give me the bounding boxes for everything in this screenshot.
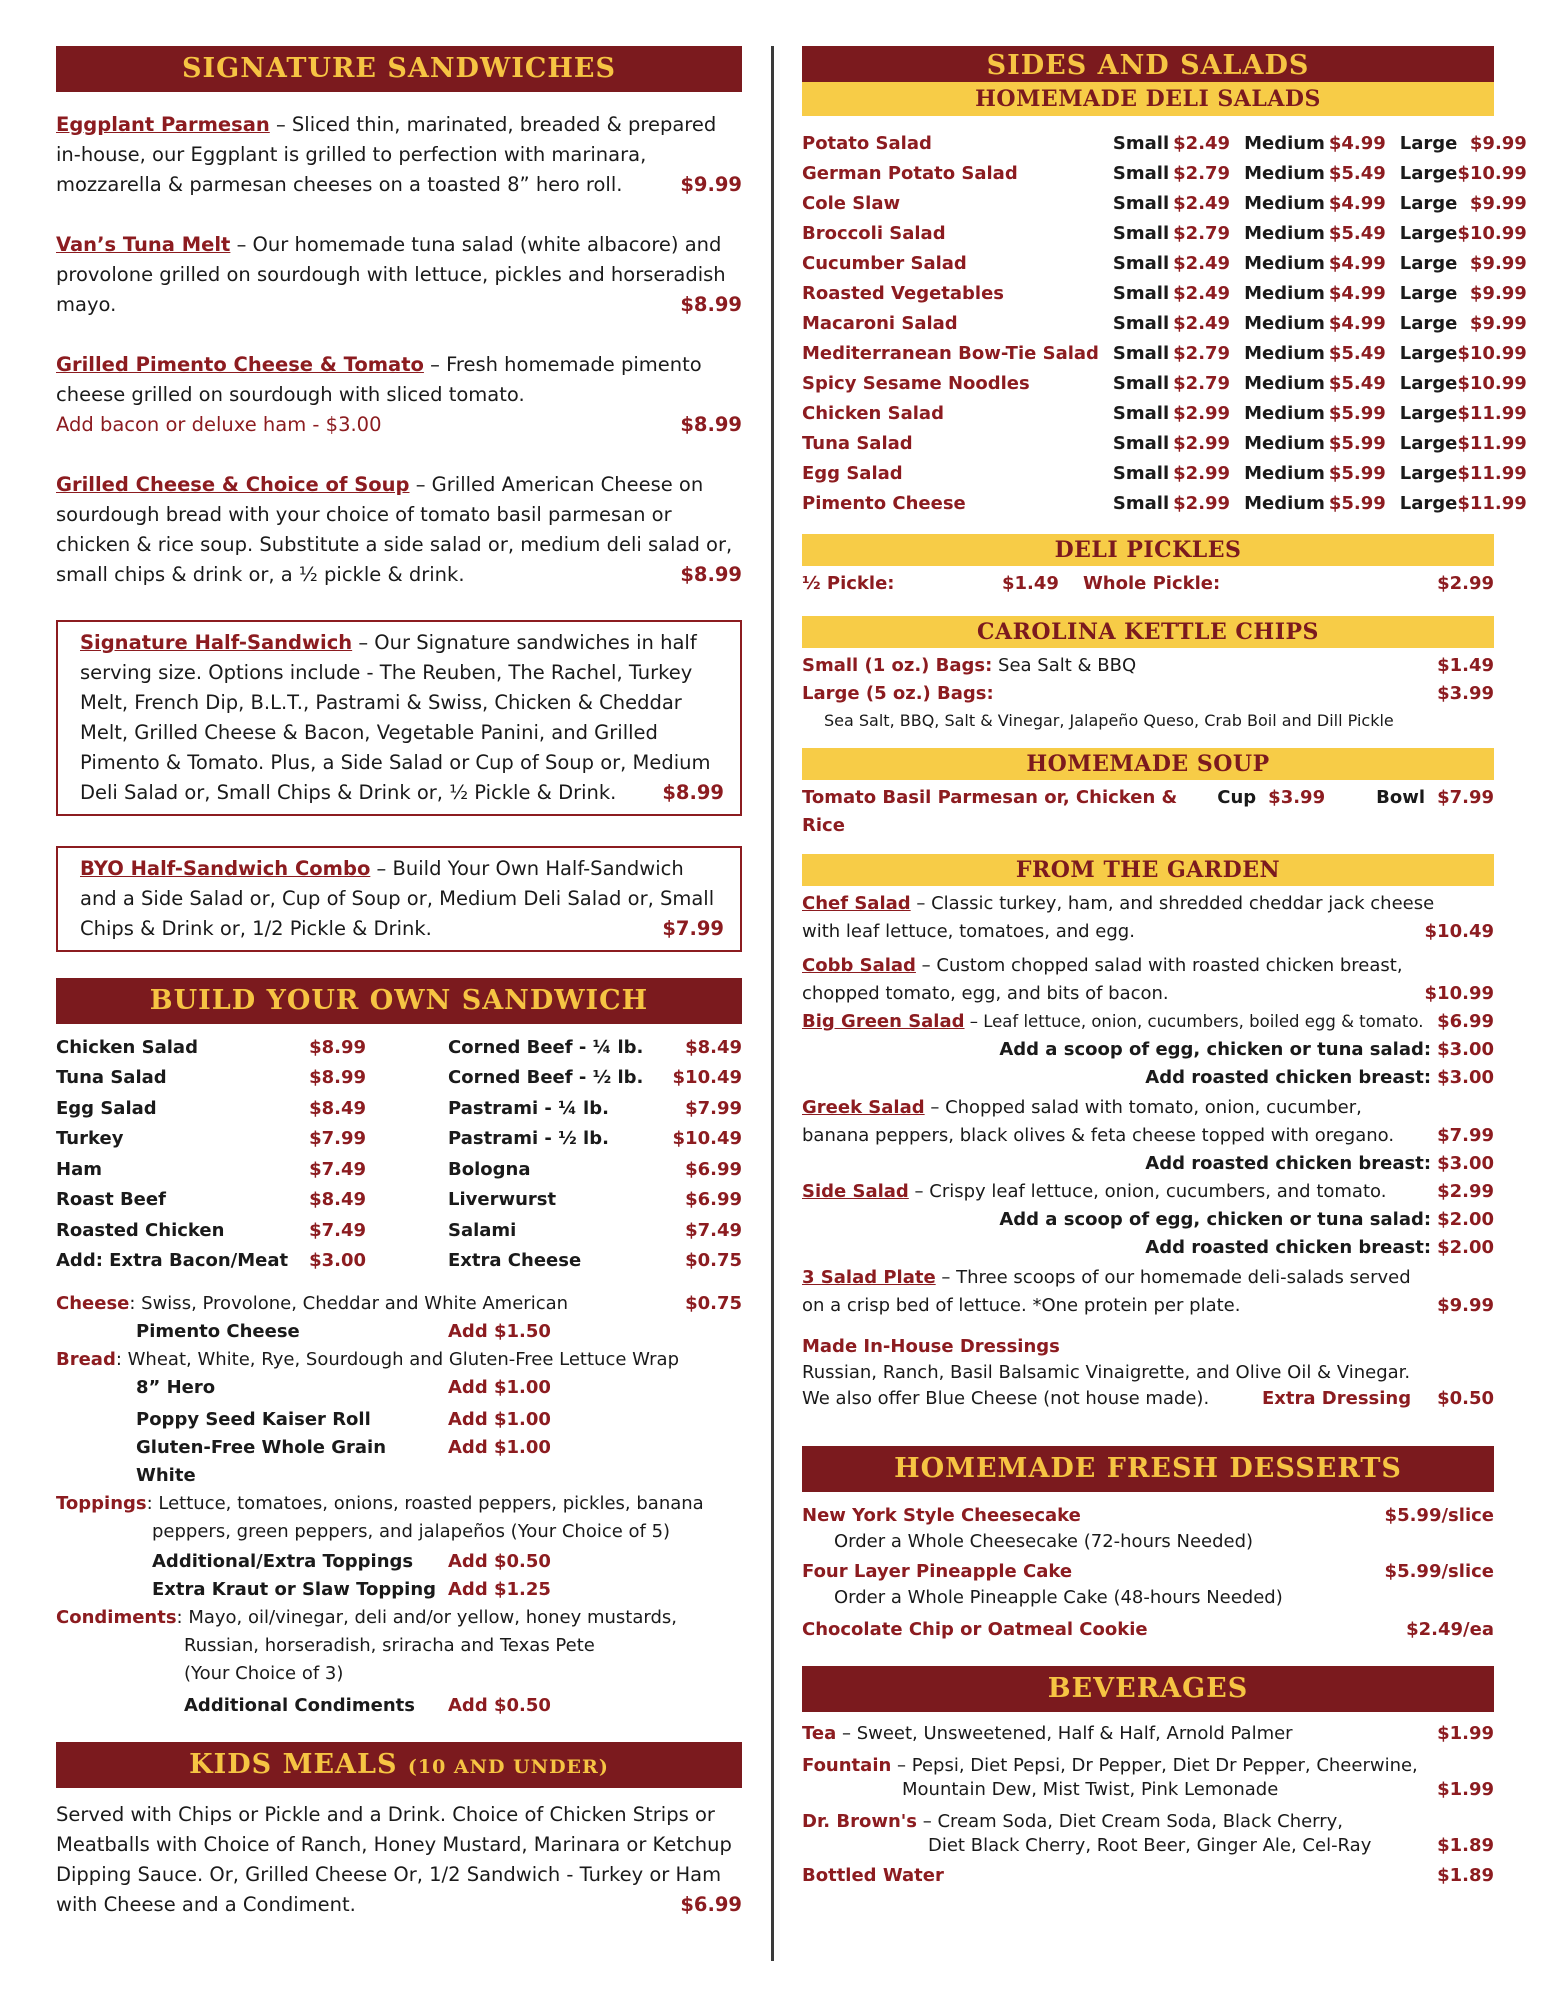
hero-row: 8” Hero Add $1.00 bbox=[136, 1377, 551, 1398]
toppings-row-2: peppers, green peppers, and jalapeños (Your Choice of 5) bbox=[152, 1521, 671, 1542]
table-row: German Potato Salad Small $2.79 Medium $5.49 Large $10.99 bbox=[802, 162, 1527, 184]
item-price: $7.99 bbox=[662, 917, 724, 940]
table-row: Potato Salad Small $2.49 Medium $4.99 Large $9.99 bbox=[802, 132, 1527, 154]
table-row: Turkey $7.99 Pastrami - ½ lb. $10.49 bbox=[56, 1128, 742, 1150]
item-price: $8.99 bbox=[680, 563, 742, 586]
table-row: Egg Salad $8.49 Pastrami - ¼ lb. $7.99 bbox=[56, 1097, 742, 1119]
table-row: Chicken Salad Small $2.99 Medium $5.99 Large $11.99 bbox=[802, 402, 1527, 424]
kaiser-row: Poppy Seed Kaiser Roll Add $1.00 bbox=[136, 1409, 551, 1430]
pimento-item bbox=[56, 350, 742, 440]
bread-row: Bread: Wheat, White, Rye, Sourdough and Gluten-Free Lettuce Wrap bbox=[56, 1349, 679, 1370]
extra-toppings-row: Additional/Extra Toppings Add $0.50 bbox=[152, 1551, 551, 1572]
chips-large-row: Large (5 oz.) Bags: $3.99 bbox=[802, 683, 1494, 704]
table-row: Roast Beef $8.49 Liverwurst $6.99 bbox=[56, 1189, 742, 1211]
condiments-row-2: Russian, horseradish, sriracha and Texas Pete bbox=[184, 1635, 595, 1656]
build-table bbox=[56, 1032, 742, 1276]
deli-salads-subheader: HOMEMADE DELI SALADS bbox=[802, 82, 1494, 116]
item-name[interactable]: Eggplant Parmesan bbox=[56, 113, 270, 136]
item-desc: – Build Your Own Half-Sandwich and a Side Salad or, Cup of Soup or, Medium Deli Salad or, Small Chips & Drink or, 1/2 Pickle & Drink. bbox=[80, 857, 715, 940]
table-row: Egg Salad Small $2.99 Medium $5.99 Large $11.99 bbox=[802, 462, 1527, 484]
signature-header: SIGNATURE SANDWICHES bbox=[56, 46, 742, 92]
byo-combo-box bbox=[56, 846, 742, 952]
deli-salads-table bbox=[802, 128, 1527, 518]
item-name[interactable]: BYO Half-Sandwich Combo bbox=[80, 857, 371, 880]
pickles-header: DELI PICKLES bbox=[802, 534, 1494, 566]
beverages-list: Tea – Sweet, Unsweetened, Half & Half, Arnold Palmer $1.99 Fountain – Pepsi, Diet Pepsi, Dr Pepper, Diet Dr Pepper, Cheerwine, Mountain Dew, Mist Twist, Pink Lemonade $1.99 Dr. Brown's – Cream Soda, Diet Cream Soda, Black Cherry, Diet Black Cherry, Root Beer, Ginger Ale, Cel-Ray $1.89 Bottled Water $1.89 bbox=[802, 1723, 1494, 1886]
half-sandwich-box bbox=[56, 620, 742, 816]
item-price: $8.99 bbox=[662, 781, 724, 804]
table-row: Tuna Salad Small $2.99 Medium $5.99 Large $11.99 bbox=[802, 432, 1527, 454]
pimento-row: Pimento Cheese Add $1.50 bbox=[136, 1321, 551, 1342]
table-row: Add: Extra Bacon/Meat $3.00 Extra Cheese $0.75 bbox=[56, 1250, 742, 1272]
table-row: Broccoli Salad Small $2.79 Medium $5.49 Large $10.99 bbox=[802, 222, 1527, 244]
item-name[interactable]: Signature Half-Sandwich bbox=[80, 631, 353, 654]
table-row: Roasted Chicken $7.49 Salami $7.49 bbox=[56, 1219, 742, 1241]
kids-text: Served with Chips or Pickle and a Drink. Choice of Chicken Strips or Meatballs with Choice of Ranch, Honey Mustard, Marinara or Ketchup Dipping Sauce. Or, Grilled Cheese Or, 1/2 Sandwich - Turkey or Ham with Cheese and a Condiment. $6.99 bbox=[56, 1800, 742, 1920]
chips-header: CAROLINA KETTLE CHIPS bbox=[802, 616, 1494, 648]
side-salad: Side Salad – Crispy leaf lettuce, onion, cucumbers, and tomato. $2.99 Add a scoop of egg, chicken or tuna salad: $2.00 Add roasted chicken breast: $2.00 bbox=[802, 1181, 1494, 1258]
item-desc: – Our homemade tuna salad (white albacore) and provolone grilled on sourdough with lettuce, pickles and horseradish mayo. bbox=[56, 233, 726, 316]
salad-plate: 3 Salad Plate – Three scoops of our homemade deli-salads served on a crisp bed of lettuce. *One protein per plate. $9.99 bbox=[802, 1267, 1494, 1316]
item-price: $9.99 bbox=[680, 173, 742, 196]
table-row: Spicy Sesame Noodles Small $2.79 Medium $5.49 Large $10.99 bbox=[802, 372, 1527, 394]
left-column bbox=[56, 46, 742, 1920]
desserts-list: New York Style Cheesecake $5.99/slice Order a Whole Cheesecake (72-hours Needed) Four Layer Pineapple Cake $5.99/slice Order a Whole Pineapple Cake (48-hours Needed) Chocolate Chip or Oatmeal Cookie $2.49/ea bbox=[802, 1505, 1494, 1640]
item-desc: – Fresh homemade pimento cheese grilled on sourdough with sliced tomato. bbox=[56, 353, 702, 406]
table-row: Tuna Salad $8.99 Corned Beef - ½ lb. $10.49 bbox=[56, 1067, 742, 1089]
table-row: Cole Slaw Small $2.49 Medium $4.99 Large $9.99 bbox=[802, 192, 1527, 214]
soup-row: Tomato Basil Parmesan or, Chicken & Rice Cup $3.99 Bowl $7.99 bbox=[802, 787, 1494, 836]
right-column bbox=[802, 46, 1527, 1890]
add-condiments-row: Additional Condiments Add $0.50 bbox=[184, 1695, 551, 1716]
build-options bbox=[56, 1290, 742, 1720]
kraut-row: Extra Kraut or Slaw Topping Add $1.25 bbox=[152, 1579, 551, 1600]
desserts-header: HOMEMADE FRESH DESSERTS bbox=[802, 1446, 1494, 1492]
dressings: Made In-House Dressings Russian, Ranch, Basil Balsamic Vinaigrette, and Olive Oil & Vinegar. We also offer Blue Cheese (not house made). Extra Dressing $0.50 bbox=[802, 1336, 1494, 1409]
greek-salad: Greek Salad – Chopped salad with tomato, onion, cucumber, banana peppers, black olives & feta cheese topped with oregano. $7.99 Add roasted chicken breast: $3.00 bbox=[802, 1097, 1494, 1174]
soup-header: HOMEMADE SOUP bbox=[802, 748, 1494, 780]
kids-price: $6.99 bbox=[680, 1893, 742, 1916]
chips-small-row: Small (1 oz.) Bags: Sea Salt & BBQ $1.49 bbox=[802, 655, 1494, 676]
table-row: Macaroni Salad Small $2.49 Medium $4.99 Large $9.99 bbox=[802, 312, 1527, 334]
big-green-salad: Big Green Salad – Leaf lettuce, onion, cucumbers, boiled egg & tomato. $6.99 Add a scoop of egg, chicken or tuna salad: $3.00 Add roasted chicken breast: $3.00 bbox=[802, 1011, 1494, 1088]
table-row: Chicken Salad $8.99 Corned Beef - ¼ lb. $8.49 bbox=[56, 1036, 742, 1058]
item-desc: – Sliced thin, marinated, breaded & prepared in-house, our Eggplant is grilled to perfection with marinara, mozzarella & parmesan cheeses on a toasted 8” hero roll. bbox=[56, 113, 717, 196]
chips-flavors: Sea Salt, BBQ, Salt & Vinegar, Jalapeño Queso, Crab Boil and Dill Pickle bbox=[824, 711, 1394, 730]
item-price: $8.99 bbox=[680, 413, 742, 436]
build-header: BUILD YOUR OWN SANDWICH bbox=[56, 978, 742, 1024]
item-name[interactable]: Grilled Pimento Cheese & Tomato bbox=[56, 353, 424, 376]
gf-row: Gluten-Free Whole Grain White Add $1.00 bbox=[136, 1437, 551, 1486]
table-row: Roasted Vegetables Small $2.49 Medium $4.99 Large $9.99 bbox=[802, 282, 1527, 304]
condiments-row: Condiments: Mayo, oil/vinegar, deli and/or yellow, honey mustards, bbox=[56, 1607, 678, 1628]
tuna-melt-item bbox=[56, 230, 742, 320]
cheese-row: Cheese: Swiss, Provolone, Cheddar and White American $0.75 bbox=[56, 1293, 742, 1314]
toppings-row: Toppings: Lettuce, tomatoes, onions, roasted peppers, pickles, banana bbox=[56, 1493, 704, 1514]
item-extra: Add bacon or deluxe ham - $3.00 bbox=[56, 413, 382, 436]
item-desc: – Our Signature sandwiches in half serving size. Options include - The Reuben, The Rachel, Turkey Melt, French Dip, B.L.T., Pastrami & Swiss, Chicken & Cheddar Melt, Grilled Cheese & Bacon, Vegetable Panini, and Grilled Pimento & Tomato. Plus, a Side Salad or Cup of Soup or, Medium Deli Salad or, Small Chips & Drink or, ½ Pickle & Drink. bbox=[80, 631, 711, 804]
table-row: Cucumber Salad Small $2.49 Medium $4.99 Large $9.99 bbox=[802, 252, 1527, 274]
garden-header: FROM THE GARDEN bbox=[802, 854, 1494, 886]
pickles-row: ½ Pickle: $1.49 Whole Pickle: $2.99 bbox=[802, 573, 1494, 594]
table-row: Ham $7.49 Bologna $6.99 bbox=[56, 1158, 742, 1180]
item-price: $8.99 bbox=[680, 293, 742, 316]
item-desc: – Grilled American Cheese on sourdough bread with your choice of tomato basil parmesan or chicken & rice soup. Substitute a side salad or, medium deli salad or, small chips & drink or, a ½ pickle & drink. bbox=[56, 473, 733, 586]
kids-header: KIDS MEALS (10 AND UNDER) bbox=[56, 1742, 742, 1788]
item-name[interactable]: Van’s Tuna Melt bbox=[56, 233, 231, 256]
table-row: Pimento Cheese Small $2.99 Medium $5.99 Large $11.99 bbox=[802, 492, 1527, 514]
table-row: Mediterranean Bow-Tie Salad Small $2.79 Medium $5.49 Large $10.99 bbox=[802, 342, 1527, 364]
beverages-header: BEVERAGES bbox=[802, 1666, 1494, 1712]
sides-header: SIDES AND SALADS bbox=[802, 46, 1494, 82]
grilled-cheese-item bbox=[56, 470, 742, 590]
chef-salad: Chef Salad – Classic turkey, ham, and shredded cheddar jack cheese with leaf lettuce, tomatoes, and egg. $10.49 bbox=[802, 893, 1494, 942]
item-name[interactable]: Grilled Cheese & Choice of Soup bbox=[56, 473, 410, 496]
eggplant-item bbox=[56, 110, 742, 200]
condiments-row-3: (Your Choice of 3) bbox=[184, 1663, 344, 1684]
cobb-salad: Cobb Salad – Custom chopped salad with roasted chicken breast, chopped tomato, egg, and bits of bacon. $10.99 bbox=[802, 955, 1494, 1004]
column-divider bbox=[771, 46, 774, 1961]
